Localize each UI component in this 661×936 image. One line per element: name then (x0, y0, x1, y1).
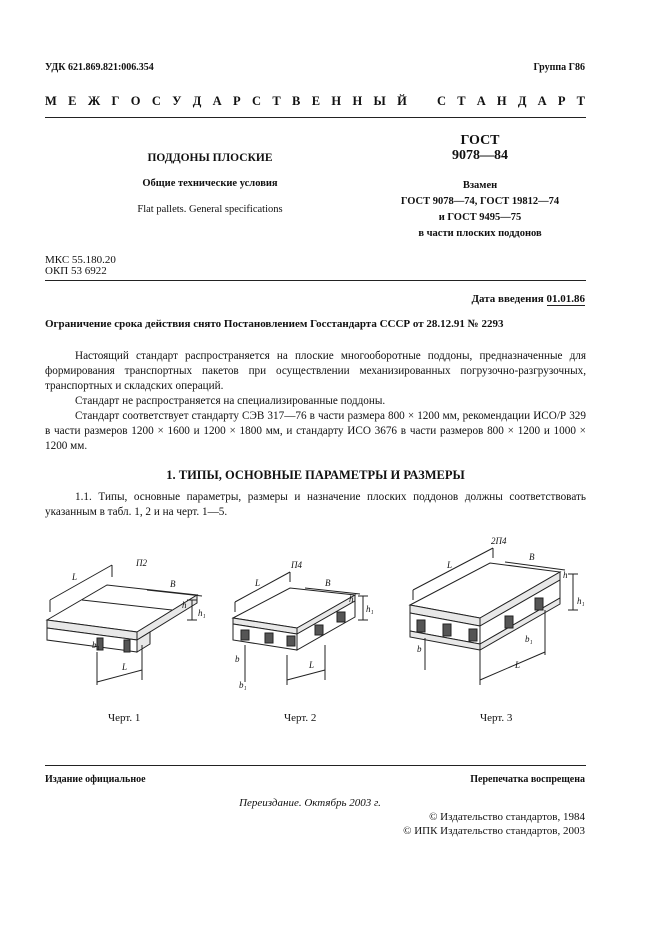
band_word1-letter: Ж (87, 94, 101, 108)
codes-rule (45, 280, 586, 281)
band_word1-letter: А (212, 94, 222, 108)
band_word2-letter: А (537, 94, 547, 108)
figure-2-type-label: П4 (291, 560, 302, 570)
figure-3-dim-L: L (447, 560, 453, 570)
band_word1-letter: Н (331, 94, 342, 108)
intro-date (471, 293, 585, 305)
figure-2-pallet-p4 (225, 550, 380, 700)
section-1-heading: 1. ТИПЫ, ОСНОВНЫЕ ПАРАМЕТРЫ И РАЗМЕРЫ (166, 468, 465, 482)
band_word2-letter: А (476, 94, 486, 108)
figure-1-dim-L-bottom: L (122, 662, 128, 672)
document-title: ПОДДОНЫ ПЛОСКИЕ (147, 152, 273, 164)
paragraph-exclusion: Стандарт не распространяется на специализированные поддоны. (75, 395, 386, 407)
band_word1-letter: Г (111, 94, 120, 108)
reissue-note: Переиздание. Октябрь 2003 г. (239, 797, 381, 809)
band_word1-letter: Т (272, 94, 281, 108)
gost-number: 9078—84 (452, 148, 508, 163)
band_word2-letter: Н (496, 94, 507, 108)
mks-code: МКС 55.180.20 (45, 254, 116, 266)
band_word1-letter: Е (311, 94, 321, 108)
band_word2-letter: Д (517, 94, 527, 108)
figure-2-dim-L: L (255, 578, 261, 588)
figure-3-pallet-2p4 (405, 530, 590, 695)
figure-2-dim-L-bottom: L (309, 660, 315, 670)
band_word1-letter: Р (233, 94, 241, 108)
band_word1-letter: О (130, 94, 141, 108)
figure-3-dim-b1: b₁ (525, 634, 533, 644)
figure-2-dim-h1: h₁ (366, 604, 374, 614)
figure-3-dim-b: b (417, 644, 422, 654)
figure-1-dim-L: L (72, 572, 78, 582)
figure-3-dim-B: B (529, 552, 535, 562)
band_word1-letter: У (172, 94, 182, 108)
figure-2-caption: Черт. 2 (284, 712, 317, 724)
replace-line-3: в части плоских поддонов (418, 228, 542, 239)
figure-3-dim-h: h (563, 570, 568, 580)
figure-1-dim-B: B (170, 579, 176, 589)
band_word1-letter: М (45, 94, 57, 108)
figure-1-dim-h1: h₁ (198, 608, 206, 618)
header-rule (45, 117, 586, 118)
band_word1-letter: С (252, 94, 262, 108)
figure-2-dim-B: B (325, 578, 331, 588)
figure-1-dim-b1: b₁ (92, 640, 100, 650)
footer-rule (45, 765, 586, 766)
paragraph-scope: Настоящий стандарт распространяется на плоские многооборотные поддоны, предназначенные для формирования транспортных пакетов при осуществлении механизированных погрузочно-разгрузочных, транспортных и складских операций. (45, 350, 586, 392)
band_word1-letter: Н (352, 94, 363, 108)
interstate-standard-band (45, 94, 585, 109)
section-1-paragraph: 1.1. Типы, основные параметры, размеры и назначение плоских поддонов должны соответствовать указанным в табл. 1, 2 и на черт. 1—5. (45, 491, 586, 518)
official-edition: Издание официальное (45, 774, 146, 785)
band_word1-letter: Е (68, 94, 77, 108)
copyright-1984: © Издательство стандартов, 1984 (429, 811, 585, 823)
figure-1-type-label: П2 (136, 558, 147, 568)
band-word-1 (45, 94, 407, 109)
band-word-2 (437, 94, 585, 109)
okp-code: ОКП 53 6922 (45, 265, 107, 277)
replace-line-2: и ГОСТ 9495—75 (438, 212, 522, 223)
figure-3-caption: Черт. 3 (480, 712, 513, 724)
figure-3-dim-h1: h₁ (577, 596, 585, 606)
band_word2-letter: Т (457, 94, 466, 108)
figure-1-dim-h: h (182, 600, 187, 610)
band_word1-letter: С (151, 94, 161, 108)
gost-label: ГОСТ (460, 133, 500, 148)
group-code: Группа Г86 (533, 62, 585, 73)
figure-2-dim-b1: b₁ (239, 680, 247, 690)
figure-2-dim-h: h (349, 594, 354, 604)
document-subtitle: Общие технические условия (142, 178, 278, 189)
replace-line-1: ГОСТ 9078—74, ГОСТ 19812—74 (400, 196, 560, 207)
intro-date-value: 01.01.86 (546, 293, 585, 305)
english-title: Flat pallets. General specifications (137, 204, 283, 215)
figure-1-caption: Черт. 1 (108, 712, 141, 724)
band_word1-letter: Д (192, 94, 202, 108)
copyright-2003: © ИПК Издательство стандартов, 2003 (403, 825, 585, 837)
reprint-prohibited: Перепечатка воспрещена (470, 774, 585, 785)
band_word2-letter: Т (576, 94, 585, 108)
band_word2-letter: С (437, 94, 447, 108)
band_word2-letter: Р (557, 94, 566, 108)
figure-2-dim-b: b (235, 654, 240, 664)
figure-3-dim-L-bottom: L (515, 660, 521, 670)
figure-3-type-label: 2П4 (491, 536, 507, 546)
figure-1-pallet-p2 (42, 540, 212, 690)
band_word1-letter: В (292, 94, 301, 108)
band_word1-letter: Ы (373, 94, 386, 108)
udk-code: УДК 621.869.821:006.354 (45, 62, 154, 73)
replace-label: Взамен (462, 180, 498, 191)
paragraph-conformity: Стандарт соответствует стандарту СЭВ 317—76 в части размера 800 × 1200 мм, рекомендации ИСО/Р 329 в части размеров 1200 × 1600 и 1200 × 1800 мм, и стандарту ИСО 3676 в части размеров 800 × 1200 и 1000 × 1200 мм. (45, 410, 586, 452)
intro-date-label: Дата введения (471, 293, 544, 305)
restriction-note: Ограничение срока действия снято Постановлением Госстандарта СССР от 28.12.91 № 2293 (45, 318, 504, 330)
band_word1-letter: Й (397, 94, 407, 108)
